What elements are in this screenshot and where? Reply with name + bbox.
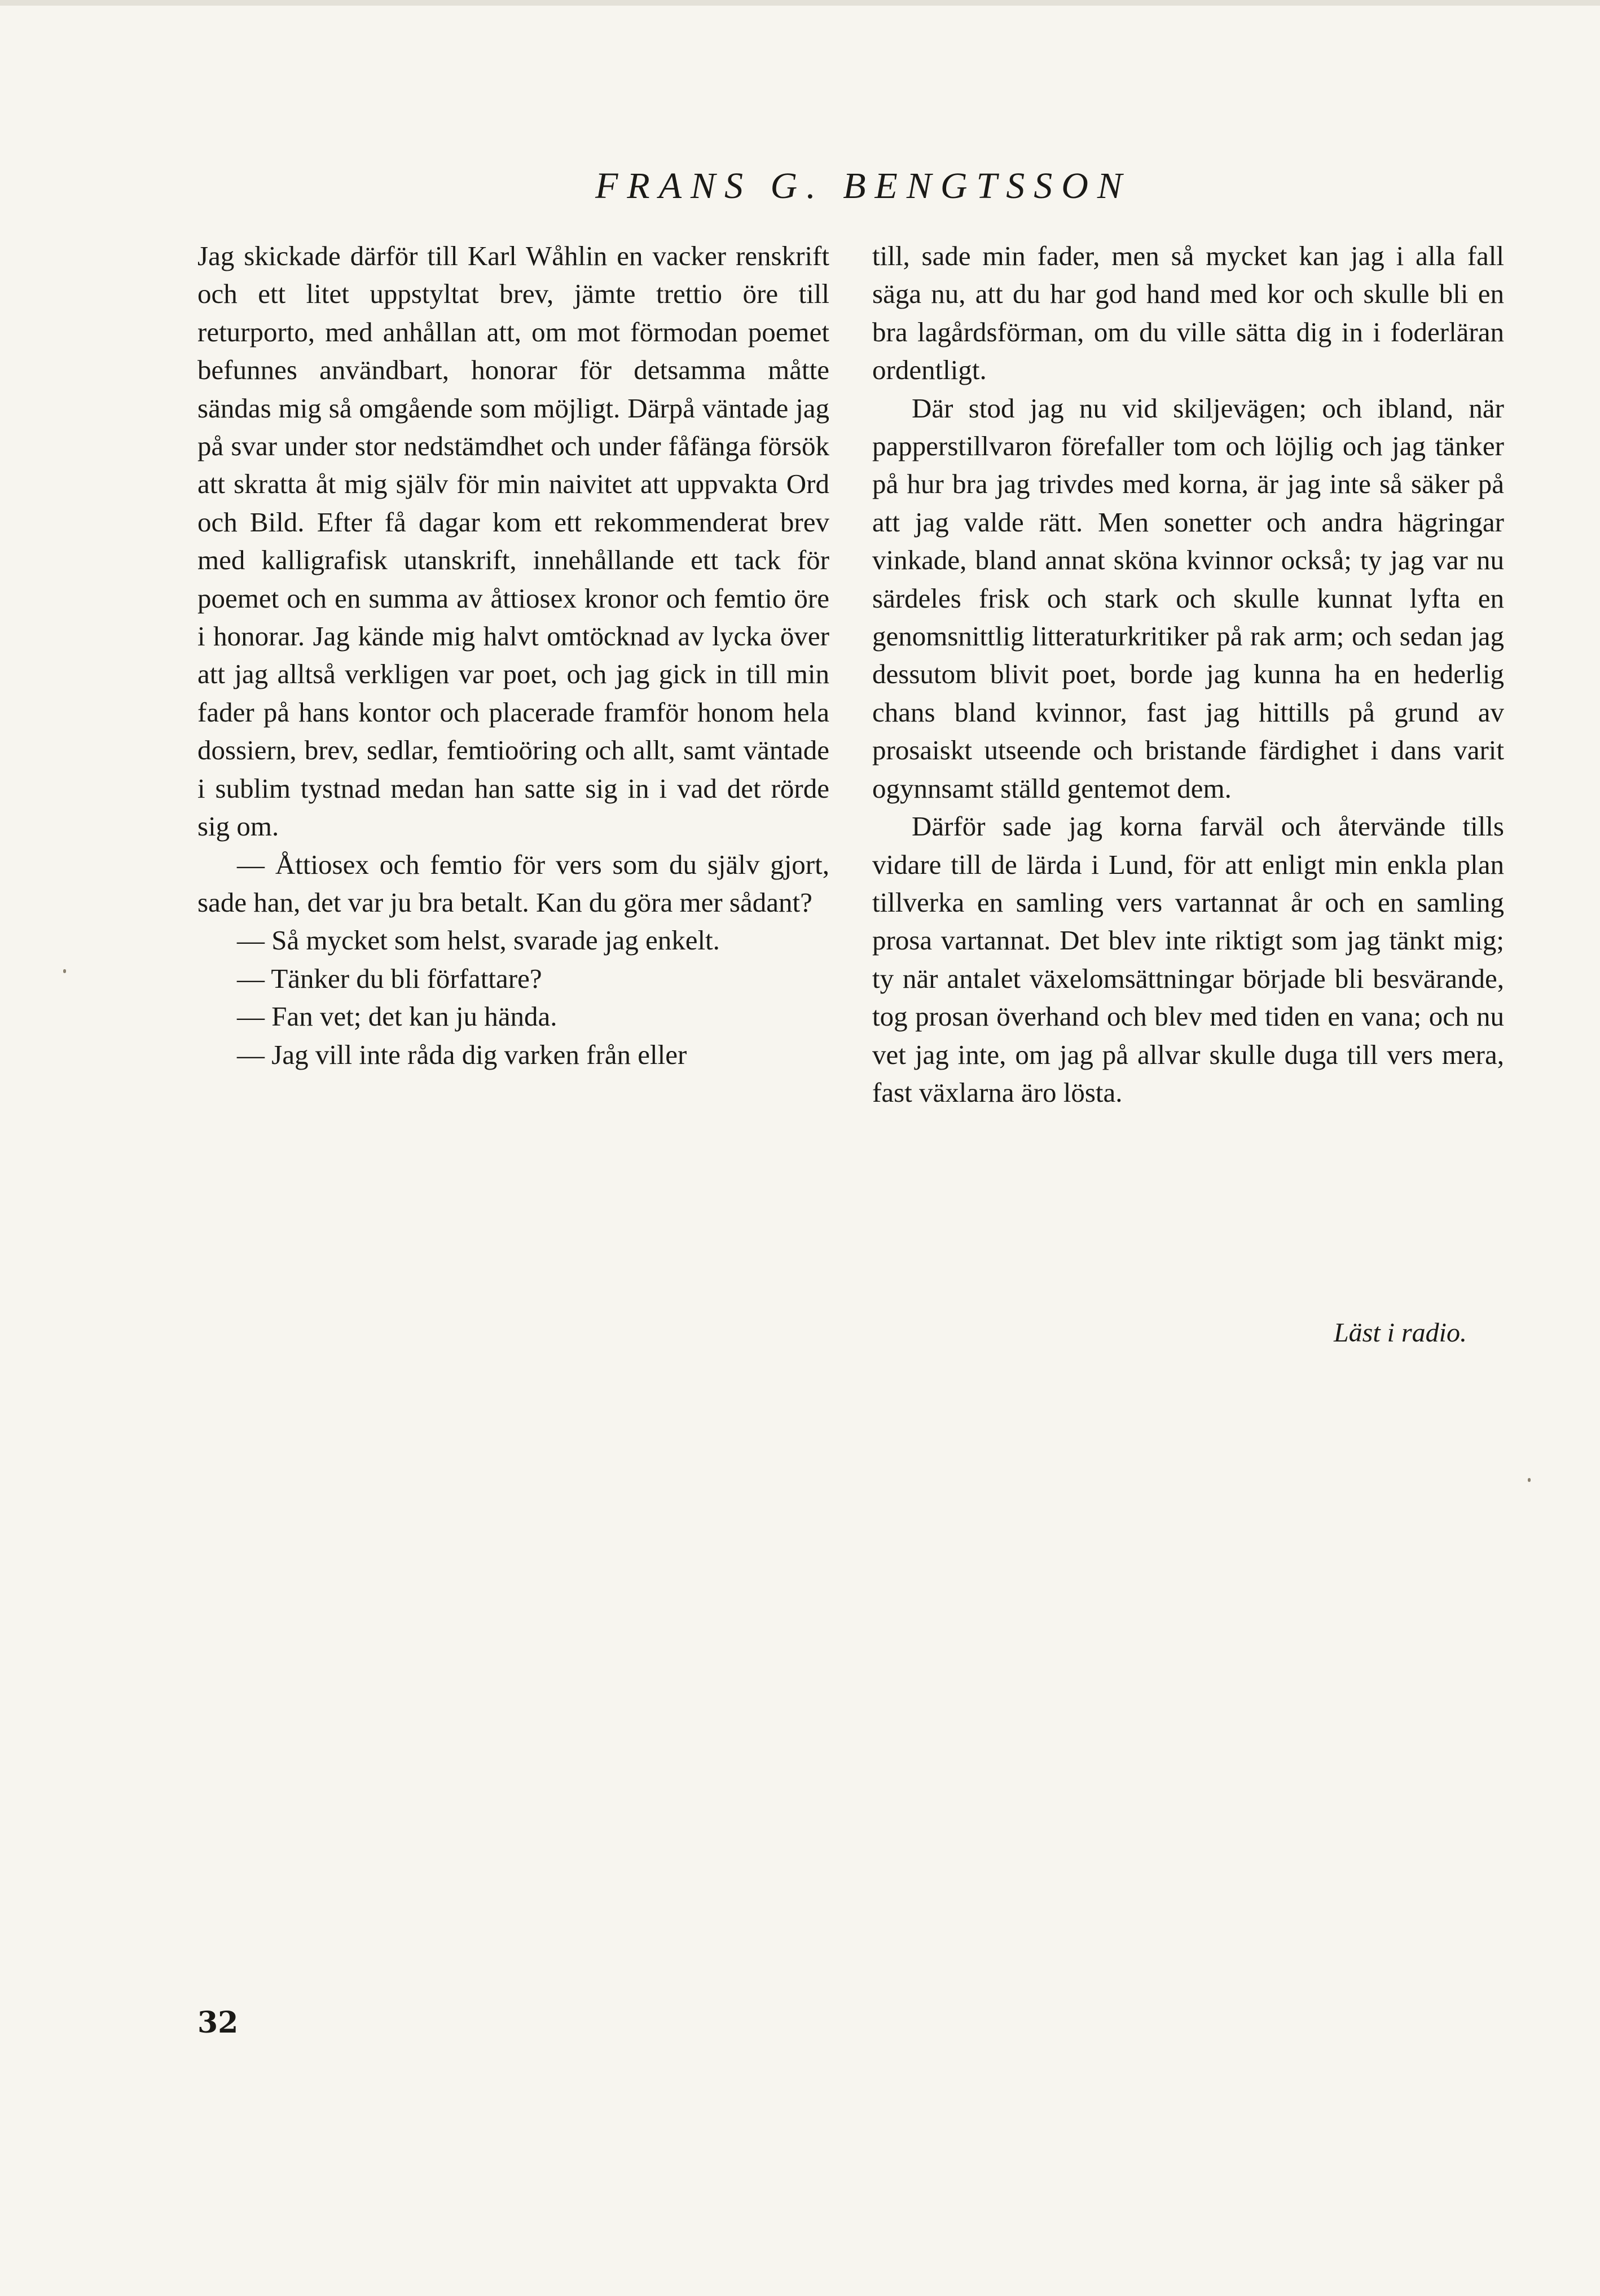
dialogue-line: — Åttiosex och femtio för vers som du själv gjort, sade han, det var ju bra betalt. Kan du göra mer sådant? — [197, 848, 829, 918]
dialogue-line: — Fan vet; det kan ju hända. — [237, 1001, 557, 1032]
signoff-note: Läst i radio. — [1333, 1318, 1467, 1348]
dialogue-line: — Jag vill inte råda dig varken från eller — [237, 1039, 687, 1070]
right-column — [872, 237, 1504, 1111]
running-title: FRANS G. BENGTSSON — [595, 165, 1131, 206]
page-top-edge — [0, 0, 1600, 6]
body-paragraph: Där stod jag nu vid skiljevägen; och ibland, när papperstillvaron förefaller tom och löjlig och jag tänker på hur bra jag trivdes med korna, är jag inte så säker på att jag valde rätt. Men sonetter och andra hägringar vinkade, bland annat sköna kvinnor också; ty jag var nu särdeles frisk och stark och skulle kunnat lyfta en genomsnittlig litteraturkritiker på rak arm; och sedan jag dessutom blivit poet, borde jag kunna ha en hederlig chans bland kvinnor, fast jag hittills på grund av prosaiskt utseende och bristande färdighet i dans varit ogynnsamt ställd gentemot dem. — [872, 392, 1504, 804]
paper-speck — [63, 969, 66, 973]
page-number: 32 — [197, 2005, 239, 2040]
paper-speck — [1528, 1478, 1531, 1482]
dialogue-line: — Så mycket som helst, svarade jag enkelt. — [237, 925, 720, 956]
dialogue-line: — Tänker du bli författare? — [237, 962, 542, 994]
body-paragraph: Jag skickade därför till Karl Wåhlin en vacker renskrift och ett litet uppstyltat brev, jämte trettio öre till returporto, med anhållan att, om mot förmodan poemet befunnes användbart, honorar för detsamma måtte sändas mig så omgående som möjligt. Därpå väntade jag på svar under stor nedstämdhet och under fåfänga försök att skratta åt mig själv för min naivitet att uppvakta Ord och Bild. Efter få dagar kom ett rekommenderat brev med kalligrafisk utanskrift, innehållande ett tack för poemet och en summa av åttiosex kronor och femtio öre i honorar. Jag kände mig halvt omtöcknad av lycka över att jag alltså verkligen var poet, och jag gick in till min fader på hans kontor och placerade framför honom hela dossiern, brev, sedlar, femtioöring och allt, samt väntade i sublim tystnad medan han satte sig in i vad det rörde sig om. — [197, 240, 829, 842]
left-column — [197, 237, 829, 1074]
body-paragraph: till, sade min fader, men så mycket kan jag i alla fall säga nu, att du har god hand med kor och skulle bli en bra lagårdsförman, om du ville sätta dig in i foderläran ordentligt. — [872, 240, 1504, 386]
body-paragraph: Därför sade jag korna farväl och återvände tills vidare till de lärda i Lund, för att enligt min enkla plan tillverka en samling vers vartannat år och en samling prosa vartannat. Det blev inte riktigt som jag tänkt mig; ty när antalet växelomsättningar började bli besvärande, tog prosan överhand och blev med tiden en vana; och nu vet jag inte, om jag på allvar skulle duga till vers mera, fast växlarna äro lösta. — [872, 811, 1504, 1108]
